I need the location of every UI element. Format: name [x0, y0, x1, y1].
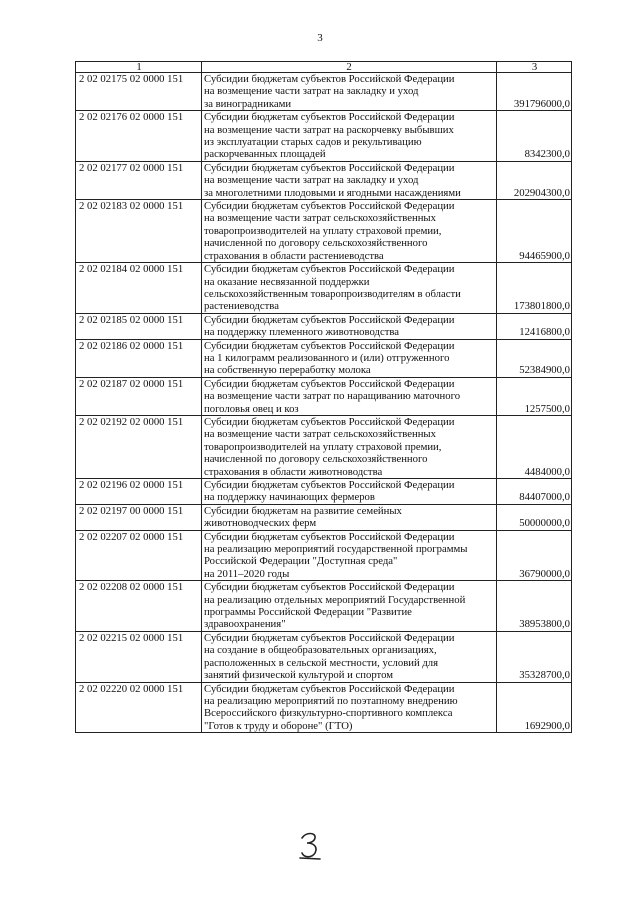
- row-code: 2 02 02177 02 0000 151: [76, 161, 202, 199]
- row-amount: 173801800,0: [497, 263, 572, 314]
- row-code: 2 02 02207 02 0000 151: [76, 530, 202, 581]
- description-line: за виноградниками: [204, 97, 292, 110]
- page-number: 3: [317, 32, 323, 44]
- row-description: [202, 530, 497, 581]
- description-line: программы Российской Федерации "Развитие: [204, 606, 412, 619]
- row-description: [202, 313, 497, 339]
- row-code: 2 02 02186 02 0000 151: [76, 339, 202, 377]
- description-line: на реализацию отдельных мероприятий Государственной: [204, 593, 466, 606]
- column-header-2: 2: [202, 62, 497, 73]
- description-line: Субсидии бюджетам субъектов Российской Федерации: [204, 415, 455, 428]
- table-row: [76, 263, 572, 314]
- row-description: [202, 161, 497, 199]
- row-description: [202, 631, 497, 682]
- row-description: [202, 339, 497, 377]
- row-amount: 1257500,0: [497, 377, 572, 415]
- description-line: за многолетними плодовыми и ягодными насаждениями: [204, 186, 461, 199]
- description-line: на реализацию мероприятий по поэтапному внедрению: [204, 694, 458, 707]
- row-description: [202, 581, 497, 632]
- row-code: 2 02 02185 02 0000 151: [76, 313, 202, 339]
- row-description: [202, 479, 497, 505]
- description-line: на оказание несвязанной поддержки: [204, 275, 370, 288]
- row-amount: 8342300,0: [497, 111, 572, 162]
- row-amount: 12416800,0: [497, 313, 572, 339]
- description-line: на возмещение части затрат сельскохозяйственных: [204, 212, 436, 225]
- row-code: 2 02 02220 02 0000 151: [76, 682, 202, 733]
- table-row: [76, 479, 572, 505]
- description-line: из эксплуатации старых садов и рекультивацию: [204, 136, 422, 149]
- column-header-1: 1: [76, 62, 202, 73]
- table-row: [76, 581, 572, 632]
- description-line: животноводческих ферм: [204, 517, 317, 530]
- row-code: 2 02 02187 02 0000 151: [76, 377, 202, 415]
- description-line: Субсидии бюджетам субъектов Российской Федерации: [204, 161, 455, 174]
- description-line: "Готов к труду и обороне" (ГТО): [204, 719, 353, 732]
- description-line: Субсидии бюджетам субъектов Российской Федерации: [204, 111, 455, 124]
- description-line: на реализацию мероприятий государственной программы: [204, 543, 468, 556]
- row-description: [202, 73, 497, 111]
- description-line: поголовья овец и коз: [204, 402, 299, 415]
- table-row: [76, 339, 572, 377]
- description-line: на возмещение части затрат на раскорчевку выбывших: [204, 123, 454, 136]
- row-description: [202, 504, 497, 530]
- description-line: товаропроизводителей на уплату страховой премии,: [204, 224, 442, 237]
- row-amount: 84407000,0: [497, 479, 572, 505]
- table-row: [76, 415, 572, 478]
- row-description: [202, 682, 497, 733]
- row-amount: 391796000,0: [497, 73, 572, 111]
- description-line: Субсидии бюджетам субъектов Российской Федерации: [204, 313, 455, 326]
- table-row: [76, 530, 572, 581]
- table-row: [76, 111, 572, 162]
- description-line: Субсидии бюджетам субъектов Российской Федерации: [204, 200, 455, 213]
- budget-table: [75, 61, 572, 733]
- row-amount: 52384900,0: [497, 339, 572, 377]
- description-line: Субсидии бюджетам субъектов Российской Федерации: [204, 479, 455, 491]
- row-amount: 94465900,0: [497, 200, 572, 263]
- table-row: [76, 200, 572, 263]
- table-row: [76, 313, 572, 339]
- description-line: начисленной по договору сельскохозяйственного: [204, 453, 428, 466]
- description-line: занятий физической культурой и спортом: [204, 669, 393, 682]
- budget-table-body: [76, 62, 572, 733]
- description-line: раскорчеванных площадей: [204, 148, 326, 161]
- column-header-3: 3: [497, 62, 572, 73]
- description-line: расположенных в сельской местности, условий для: [204, 656, 439, 669]
- row-amount: 4484000,0: [497, 415, 572, 478]
- description-line: Российской Федерации "Доступная среда": [204, 555, 398, 568]
- column-header-row: [76, 62, 572, 73]
- table-row: [76, 682, 572, 733]
- row-amount: 1692900,0: [497, 682, 572, 733]
- description-line: Субсидии бюджетам на развитие семейных: [204, 504, 402, 517]
- row-description: [202, 200, 497, 263]
- description-line: на собственную переработку молока: [204, 364, 371, 377]
- table-row: [76, 73, 572, 111]
- row-code: 2 02 02208 02 0000 151: [76, 581, 202, 632]
- description-line: на 1 килограмм реализованного и (или) отгруженного: [204, 351, 450, 364]
- description-line: на 2011–2020 годы: [204, 567, 290, 580]
- row-description: [202, 111, 497, 162]
- row-code: 2 02 02196 02 0000 151: [76, 479, 202, 505]
- row-description: [202, 263, 497, 314]
- description-line: Субсидии бюджетам субъектов Российской Федерации: [204, 682, 455, 695]
- description-line: растениеводства: [204, 300, 279, 313]
- handwritten-mark: [296, 828, 326, 862]
- description-line: Субсидии бюджетам субъектов Российской Федерации: [204, 73, 455, 85]
- row-amount: 36790000,0: [497, 530, 572, 581]
- row-amount: 50000000,0: [497, 504, 572, 530]
- description-line: Субсидии бюджетам субъектов Российской Федерации: [204, 581, 455, 594]
- description-line: на возмещение части затрат на закладку и уход: [204, 85, 419, 98]
- table-row: [76, 161, 572, 199]
- row-code: 2 02 02184 02 0000 151: [76, 263, 202, 314]
- row-code: 2 02 02183 02 0000 151: [76, 200, 202, 263]
- row-code: 2 02 02192 02 0000 151: [76, 415, 202, 478]
- description-line: начисленной по договору сельскохозяйственного: [204, 237, 428, 250]
- description-line: Всероссийского физкультурно-спортивного комплекса: [204, 707, 453, 720]
- description-line: сельскохозяйственным товаропроизводителям в области: [204, 287, 461, 300]
- description-line: Субсидии бюджетам субъектов Российской Федерации: [204, 631, 455, 644]
- description-line: Субсидии бюджетам субъектов Российской Федерации: [204, 263, 455, 276]
- description-line: на возмещение части затрат сельскохозяйственных: [204, 428, 436, 441]
- description-line: товаропроизводителей на уплату страховой премии,: [204, 440, 442, 453]
- description-line: Субсидии бюджетам субъектов Российской Федерации: [204, 377, 455, 390]
- description-line: страхования в области растениеводства: [204, 249, 384, 262]
- row-code: 2 02 02175 02 0000 151: [76, 73, 202, 111]
- description-line: на возмещение части затрат на закладку и уход: [204, 174, 419, 187]
- row-code: 2 02 02176 02 0000 151: [76, 111, 202, 162]
- row-amount: 38953800,0: [497, 581, 572, 632]
- row-amount: 35328700,0: [497, 631, 572, 682]
- table-row: [76, 631, 572, 682]
- description-line: на поддержку племенного животноводства: [204, 326, 400, 339]
- row-code: 2 02 02197 00 0000 151: [76, 504, 202, 530]
- description-line: на создание в общеобразовательных организациях,: [204, 644, 437, 657]
- description-line: Субсидии бюджетам субъектов Российской Федерации: [204, 530, 455, 543]
- description-line: страхования в области животноводства: [204, 465, 383, 478]
- description-line: Субсидии бюджетам субъектов Российской Федерации: [204, 339, 455, 352]
- table-row: [76, 504, 572, 530]
- row-code: 2 02 02215 02 0000 151: [76, 631, 202, 682]
- description-line: на поддержку начинающих фермеров: [204, 491, 375, 504]
- row-amount: 202904300,0: [497, 161, 572, 199]
- table-row: [76, 377, 572, 415]
- description-line: на возмещение части затрат по наращиванию маточного: [204, 390, 461, 403]
- row-description: [202, 415, 497, 478]
- row-description: [202, 377, 497, 415]
- description-line: здравоохранения": [204, 618, 286, 631]
